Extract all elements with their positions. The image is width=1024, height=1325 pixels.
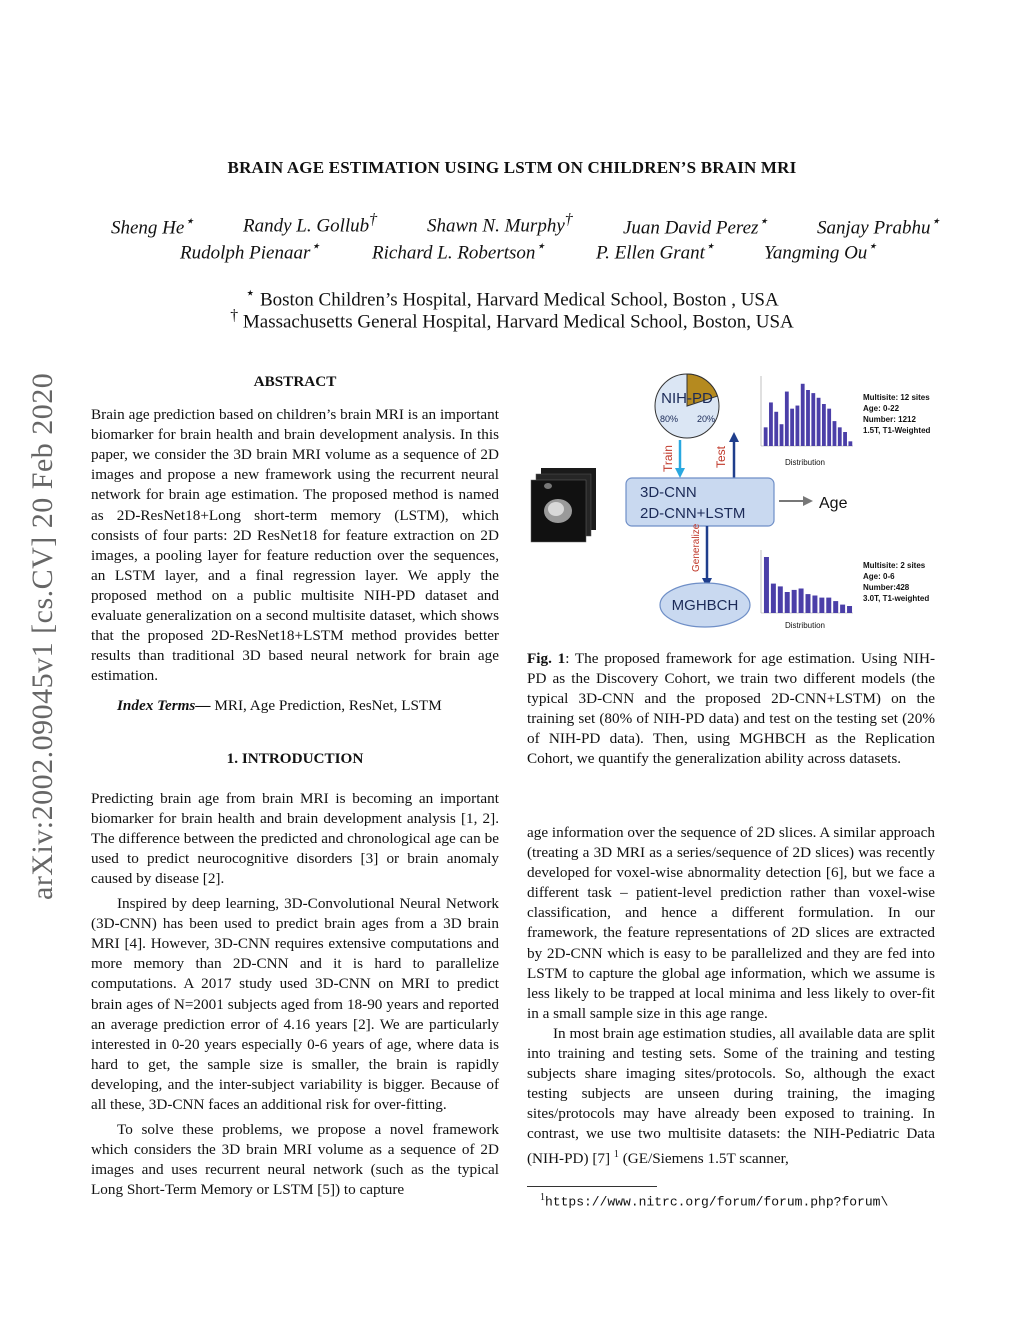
histogram-bar bbox=[799, 589, 804, 614]
histogram-bar bbox=[764, 557, 769, 613]
histogram-bar bbox=[778, 586, 783, 613]
arxiv-identifier: arXiv:2002.09045v1 [cs.CV] 20 Feb 2020 bbox=[26, 372, 59, 900]
author: Richard L. Robertson⋆ bbox=[372, 238, 546, 264]
right-column bbox=[527, 823, 935, 1169]
histogram-bar bbox=[827, 409, 831, 446]
nih-pd-pie bbox=[655, 374, 719, 438]
author: Juan David Perez⋆ bbox=[623, 213, 769, 239]
histogram-top-caption: Distribution bbox=[784, 458, 826, 467]
histogram-bar bbox=[771, 584, 776, 613]
index-terms: Index Terms— MRI, Age Prediction, ResNet, LSTM bbox=[117, 697, 442, 715]
left-column bbox=[91, 372, 499, 1200]
caption-text: : The proposed framework for age estimation. Using NIH-PD as the Discovery Cohort, we train two different models (the typical 3D-CNN and the proposed 2D-CNN+LSTM) on the training set (80% of NIH-PD data) and test on the testing set (20% of NIH-PD data). Then, using MGHBCH as the Replication Cohort, we quantify the generalization ability across datasets. bbox=[527, 650, 935, 768]
abstract-heading: ABSTRACT bbox=[253, 373, 337, 390]
top-info-line: 1.5T, T1-Weighted bbox=[863, 426, 931, 435]
histogram-bar bbox=[833, 601, 838, 613]
histogram-bar bbox=[817, 398, 821, 446]
intro-paragraph-5: In most brain age estimation studies, all available data are split into training and testing sets. Some of the training and testing subjects share imaging sites/protocols. So, although the exact testing subjects are unseen during training, the imaging sites/protocols may have already been exposed to training. In contrast, we use two multisite datasets: the NIH-Pediatric Data (NIH-PD) [7] $^1$ (GE/Siemens 1.5T scanner, bbox=[527, 1024, 935, 1167]
bottom-info-line: Multisite: 2 sites bbox=[863, 561, 926, 570]
histogram-bar bbox=[848, 441, 852, 446]
histogram-bar bbox=[819, 598, 824, 613]
histogram-bar bbox=[780, 424, 784, 446]
top-info-line: Multisite: 12 sites bbox=[863, 393, 930, 402]
top-info-line: Age: 0-22 bbox=[863, 404, 900, 413]
footnote-url[interactable]: https://www.nitrc.org/forum/forum.php?forum\ bbox=[545, 1194, 889, 1210]
introduction-heading: 1. INTRODUCTION bbox=[226, 749, 364, 767]
model-3dcnn-label: 3D-CNN bbox=[640, 484, 697, 501]
age-output-label: Age bbox=[819, 495, 848, 512]
histogram-bar bbox=[785, 392, 789, 446]
intro-paragraph-2: Inspired by deep learning, 3D-Convolutional Neural Network (3D-CNN) has been used to predict brain ages from a 3D brain MRI [4]. However, 3D-CNN requires extensive computations and more memory than 2D-CNN and it is hard to parallelize computations. A 2017 study used 3D-CNN on MRI to predict brain ages of N=2001 subjects aged from 18-90 years and reported an average prediction error of 4.16 years [2]. We are particularly interested in 0-20 years especially 0-6 years of age, where data is hard to get, the sample size is smaller, the brain is rapidly developing, and the inter-subject variability is bigger. Because of all these, 3D-CNN faces an additional risk for over-fitting. bbox=[91, 895, 499, 1113]
footnote: $^1$https://www.nitrc.org/forum/forum.php?forum\ bbox=[540, 1192, 889, 1210]
pie-test-pct: 20% bbox=[696, 414, 716, 424]
test-arrowhead bbox=[729, 432, 739, 442]
framework-figure bbox=[527, 368, 947, 638]
histogram-bar bbox=[774, 412, 778, 446]
mghbch-label: MGHBCH bbox=[671, 597, 739, 614]
test-label: Test bbox=[714, 445, 728, 468]
histogram-bar bbox=[790, 409, 794, 446]
bottom-info-line: Number:428 bbox=[863, 583, 910, 592]
histogram-top bbox=[761, 376, 853, 446]
histogram-bar bbox=[822, 404, 826, 446]
author: Randy L. Gollub† bbox=[243, 211, 378, 237]
affiliation-2: † Massachusetts General Hospital, Harvard Medical School, Boston, USA bbox=[230, 307, 794, 333]
histogram-bar bbox=[806, 594, 811, 613]
histogram-bar bbox=[833, 421, 837, 446]
generalize-label: Generalize bbox=[691, 523, 702, 572]
histogram-bar bbox=[764, 427, 768, 446]
pie-label: NIH-PD bbox=[661, 390, 713, 407]
author: Yangming Ou⋆ bbox=[764, 238, 878, 264]
top-dataset-info bbox=[863, 393, 931, 435]
paper-title: BRAIN AGE ESTIMATION USING LSTM ON CHILDREN’S BRAIN MRI bbox=[227, 158, 797, 177]
histogram-bar bbox=[785, 592, 790, 613]
bottom-info-line: 3.0T, T1-weighted bbox=[863, 594, 930, 603]
author: P. Ellen Grant⋆ bbox=[596, 238, 715, 264]
model-2dcnn-lstm-label: 2D-CNN+LSTM bbox=[640, 505, 746, 522]
histogram-bar bbox=[801, 384, 805, 446]
footnote-rule bbox=[527, 1186, 657, 1187]
author: Sheng He⋆ bbox=[111, 213, 195, 239]
histogram-bar bbox=[838, 427, 842, 446]
histogram-bar bbox=[811, 393, 815, 446]
age-arrowhead bbox=[803, 496, 813, 506]
figure-caption bbox=[527, 649, 935, 770]
histogram-bar bbox=[840, 605, 845, 613]
top-info-line: Number: 1212 bbox=[863, 415, 916, 424]
intro-paragraph-4: age information over the sequence of 2D slices. A similar approach (treating a 3D MRI as a series/sequence of 2D slices) was recently developed for voxel-wise abnormality detection [6], but we face a different task – patient-level prediction rather than voxel-wise classification, and hence a different formulation. In our framework, the feature representations of 2D slices are extracted by 2D-CNN which is easy to be parallelized and they are fed into LSTM to capture the global age information, which we assume is less likely to be trapped at local minima and less likely to over-fit in a small sample size in this age range. bbox=[527, 824, 935, 1022]
affiliation-1: ⋆ Boston Children’s Hospital, Harvard Medical School, Boston , USA bbox=[245, 285, 779, 311]
train-arrowhead bbox=[675, 468, 685, 478]
histogram-bar bbox=[843, 432, 847, 446]
intro-paragraph-3: To solve these problems, we propose a novel framework which considers the 3D brain MRI volume as a sequence of 2D images and uses recurrent neural network (such as the typical Long Short-Term Memory or LSTM [5]) to capture bbox=[91, 1121, 499, 1199]
intro-paragraph-1: Predicting brain age from brain MRI is becoming an important biomarker for brain health and brain development analysis [1, 2]. The difference between the predicted and chronological age can be used to predict neurocognitive disorders [3] or brain anomaly caused by disease [2]. bbox=[91, 789, 499, 887]
author: Sanjay Prabhu⋆ bbox=[817, 213, 941, 239]
histogram-bar bbox=[792, 590, 797, 613]
histogram-bar bbox=[847, 606, 852, 613]
author: Rudolph Pienaar⋆ bbox=[180, 238, 321, 264]
histogram-bottom bbox=[761, 550, 853, 613]
histogram-bar bbox=[769, 402, 773, 446]
bottom-dataset-info bbox=[863, 561, 929, 603]
caption-label: Fig. 1 bbox=[527, 650, 566, 667]
histogram-bar bbox=[796, 406, 800, 446]
histogram-bar bbox=[806, 390, 810, 446]
train-label: Train bbox=[661, 445, 675, 472]
histogram-bar bbox=[812, 596, 817, 614]
pie-train-pct: 80% bbox=[659, 414, 679, 424]
mri-slices-image bbox=[531, 468, 596, 542]
abstract-body: Brain age prediction based on children’s brain MRI is an important biomarker for brain health and brain development analysis. In this paper, we consider the 3D brain MRI volume as a sequence of 2D images and propose a new framework using the recurrent neural network for brain age estimation. The proposed method is named as 2D-ResNet18+Long short-term memory (LSTM), which consists of four parts: 2D ResNet18 for feature extraction on 2D images, a pooling layer for feature reduction over the sequences, an LSTM layer, and a final regression layer. We apply the proposed method on a public multisite NIH-PD dataset and evaluate generalization on a second multisite dataset, which shows that the proposed 2D-ResNet18+LSTM method provides better results than traditional 3D based neural network for brain age estimation. bbox=[91, 406, 499, 685]
bottom-info-line: Age: 0-6 bbox=[863, 572, 895, 581]
histogram-bar bbox=[826, 598, 831, 613]
author: Shawn N. Murphy† bbox=[427, 211, 573, 237]
histogram-bottom-caption: Distribution bbox=[784, 621, 826, 630]
